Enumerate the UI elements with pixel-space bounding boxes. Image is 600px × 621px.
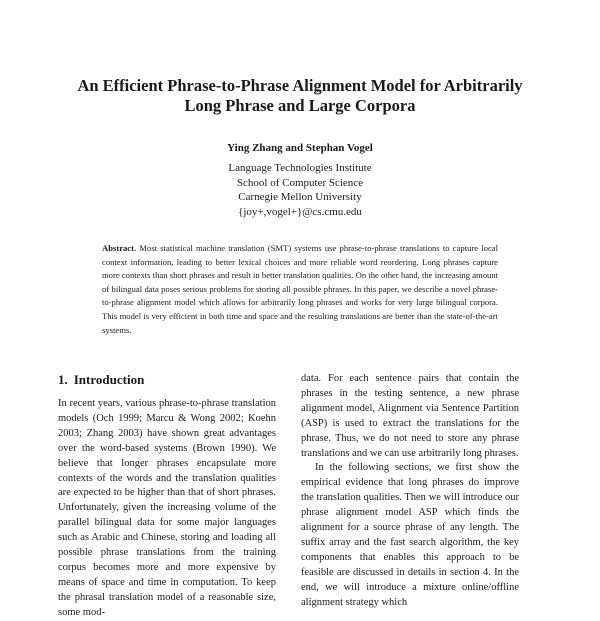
abstract	[102, 242, 498, 337]
abstract-text: Most statistical machine translation (SMT) systems use phrase-to-phrase translations to capture local context information, leading to better lexical choices and more reliable word reordering. Long phrases capture more contexts than short phrases and result in better translation qualities. On the other hand, the increasing amount of bilingual data poses serious problems for storing all possible phrases. In this paper, we describe a novel phrase-to-phrase alignment model which allows for arbitrarily long phrases and works for very large bilingual corpora. This model is very efficient in both time and space and the resulting translations are better than the state-of-the-art systems.	[102, 243, 498, 335]
right-column	[301, 372, 519, 611]
affiliation-university: Carnegie Mellon University	[238, 191, 362, 203]
affiliation-institute: Language Technologies Institute	[228, 162, 372, 174]
abstract-label: Abstract.	[102, 243, 137, 253]
title-line-1: An Efficient Phrase-to-Phrase Alignment Model for Arbitrarily	[77, 76, 523, 95]
section-number: 1.	[58, 372, 68, 387]
paper-title	[40, 76, 560, 116]
authors: Ying Zhang and Stephan Vogel	[227, 142, 373, 154]
intro-paragraph-3: In the following sections, we first show the empirical evidence that long phrases do improve the translation qualities. Then we will introduce our phrase alignment model ASP which finds the alignment for a source phrase of any length. The suffix array and the fast search algorithm, the key components that enables this approach to be feasible are discussed in details in section 4. In the end, we will introduce a mixture online/offline alignment strategy which	[301, 462, 519, 608]
affiliation-email: {joy+,vogel+}@cs.cmu.edu	[238, 205, 362, 218]
intro-paragraph-1: In recent years, various phrase-to-phrase translation models (Och 1999; Marcu & Wong 2002; Koehn 2003; Zhang 2003) have shown great advantages over the word-based systems (Brown 1990). We believe that longer phrases encapsulate more contexts of the words and the translation qualities are expected to be higher than that of short phrases. Unfortunately, given the increasing volume of the parallel bilingual data for some major languages such as Arabic and Chinese, storing and loading all possible phrase translations from the training corpus becomes more and more expensive by means of space and time in computation. To keep the phrasal translation model of a reasonable size, some mod-	[58, 398, 276, 618]
intro-paragraph-2: data. For each sentence pairs that contain the phrases in the testing sentence, a new phrase alignment model, Alignment via Sentence Partition (ASP) is used to extract the translations for the phrase. Thus, we do not need to store any phrase translations and we can use arbitrarily long phrases.	[301, 373, 519, 459]
title-line-2: Long Phrase and Large Corpora	[184, 96, 416, 115]
affiliation	[0, 161, 600, 219]
left-column	[58, 372, 276, 621]
section-title: Introduction	[73, 372, 145, 387]
section-heading	[58, 372, 276, 388]
affiliation-school: School of Computer Science	[236, 176, 364, 189]
